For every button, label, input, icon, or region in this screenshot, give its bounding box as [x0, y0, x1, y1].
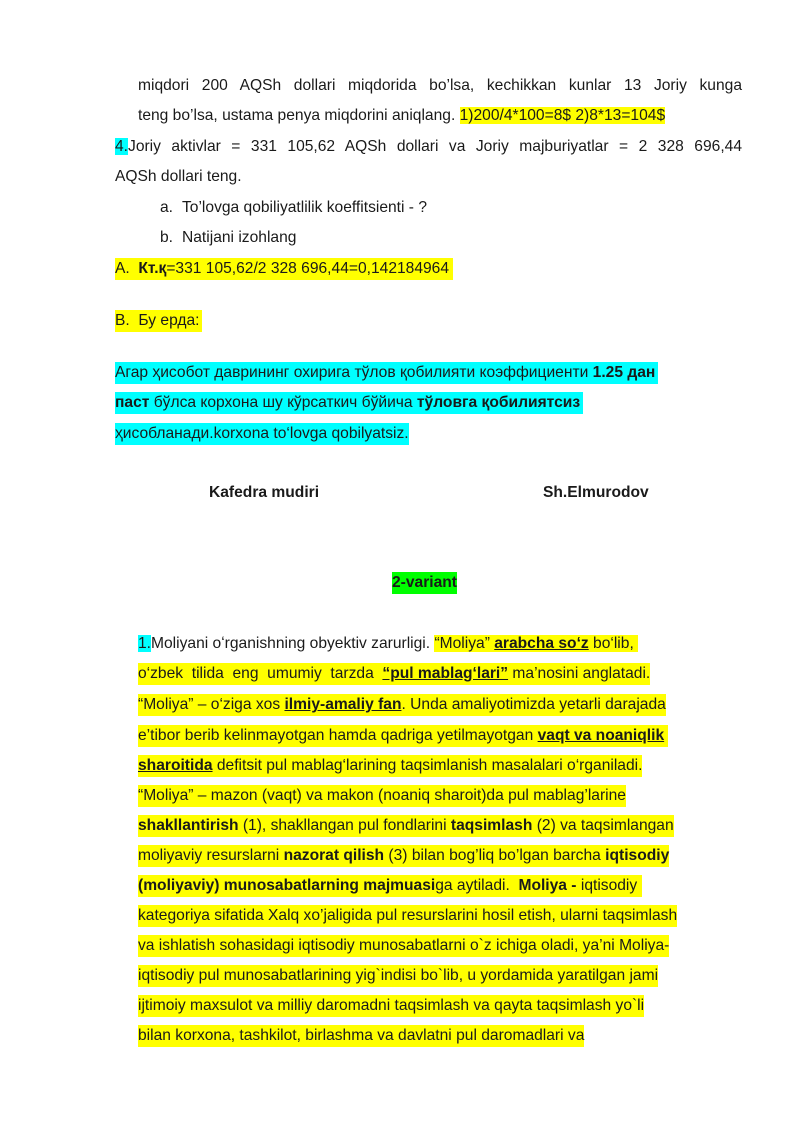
explanation-line2: [115, 392, 583, 414]
q1-l9-d: iqtisodiy: [576, 877, 638, 894]
explanation-line1: [115, 362, 658, 384]
q1-l5-b: defitsit pul mablag‘larining taqsimlanish masalalari o‘rganiladi.: [212, 757, 643, 774]
expl-2a: паст: [115, 394, 150, 411]
q1-l12: iqtisodiy pul munosabatlarining yig`indisi bo`lib, u yordamida yaratilgan jami: [138, 967, 659, 984]
answer-b-text: Бу ерда:: [138, 312, 200, 329]
q1-line1: [138, 633, 638, 655]
sub-a-text: To’lovga qobiliyatlilik koeffitsienti - ?: [182, 199, 427, 216]
expl-1a: Агар ҳисобот даврининг охирига тўлов қобилияти коэффициенти: [115, 364, 593, 381]
answer-b: [115, 310, 202, 332]
variant-title: 2-variant: [392, 572, 457, 594]
expl-1b: 1.25 дан: [592, 364, 656, 381]
q1-l1-b: “Moliya”: [434, 635, 495, 652]
task3-line2-text: teng bo’lsa, ustama penya miqdorini aniqlang.: [138, 107, 460, 124]
q1-number: 1.: [138, 635, 152, 652]
task4-line1-text: Joriy aktivlar = 331 105,62 AQSh dollari va Joriy majburiyatlar = 2 328 696,44: [128, 138, 742, 155]
sub-b-text: Natijani izohlang: [182, 229, 297, 246]
sub-b-marker: b.: [160, 229, 174, 246]
task4-number: 4.: [115, 138, 129, 155]
q1-l7-c: taqsimlash: [450, 817, 533, 834]
expl-2c: тўловга қобилиятсиз: [416, 394, 581, 411]
expl-3: ҳисобланади.korxona to‘lovga qobilyatsiz.: [115, 425, 409, 442]
q1-title: Moliyani oʻrganishning obyektiv zarurligi.: [151, 635, 431, 652]
task4-sub-b: [160, 227, 173, 249]
task4-sub-a-text: [182, 197, 427, 219]
q1-line6: [138, 785, 626, 807]
answer-a: [115, 258, 453, 280]
task3-answer: 1)200/4*100=8$ 2)8*13=104$: [459, 107, 666, 124]
q1-line12: [138, 965, 658, 987]
q1-l7-b: (1), shakllangan pul fondlarini: [238, 817, 451, 834]
q1-l9-b: ga aytiladi.: [435, 877, 519, 894]
q1-l2-c: ma’nosini anglatadi.: [508, 665, 651, 682]
q1-l5-a: sharoitida: [138, 757, 213, 774]
q1-l13: ijtimoiy maxsulot va milliy daromadni taqsimlash va qayta taqsimlash yo`li: [138, 997, 645, 1014]
q1-line11: [138, 935, 669, 957]
sub-a-marker: a.: [160, 199, 174, 216]
q1-l4-a: e’tibor berib kelinmayotgan hamda qadriga yetilmayotgan: [138, 727, 538, 744]
task4-line2-text: AQSh dollari teng.: [115, 168, 242, 185]
q1-l8-c: (3) bilan bog’liq bo’lgan barcha: [384, 847, 606, 864]
q1-l8-a: moliyaviy resurslarni: [138, 847, 284, 864]
q1-line14: [138, 1025, 584, 1047]
q1-l7-a: shakllantirish: [138, 817, 239, 834]
task4-sub-a: [160, 197, 173, 219]
q1-line3: [138, 694, 666, 716]
q1-line8: [138, 845, 669, 867]
q1-l1-hl: [434, 635, 638, 652]
explanation-line3: [115, 423, 409, 445]
q1-l6: “Moliya” – mazon (vaqt) va makon (noaniq sharoit)da pul mablag’larine: [138, 787, 626, 804]
q1-l8-d: iqtisodiy: [605, 847, 670, 864]
task3-line2: [138, 105, 665, 127]
task3-line1: [138, 75, 742, 97]
q1-l14: bilan korxona, tashkilot, birlashma va davlatni pul daromadlari va: [138, 1027, 585, 1044]
q1-l10: kategoriya sifatida Xalq xo’jaligida pul resurslarini hosil etish, ularni taqsimlash: [138, 907, 678, 924]
q1-l9-c: Moliya -: [518, 877, 577, 894]
expl-2b: бўлса корхона шу кўрсаткич бўйича: [149, 394, 417, 411]
q1-line4: [138, 725, 668, 747]
q1-line7: [138, 815, 674, 837]
q1-l1-c: arabcha so‘z: [494, 635, 589, 652]
q1-line2: [138, 663, 650, 685]
q1-l1-d: bo‘lib,: [588, 635, 634, 652]
q1-l2-a: o‘zbek tilida eng umumiy tarzda: [138, 665, 383, 682]
q1-l9-a: (moliyaviy) munosabatlarning majmuasi: [138, 877, 436, 894]
q1-l7-d: (2) va taqsimlangan: [532, 817, 674, 834]
q1-line10: [138, 905, 677, 927]
task4-line2: [115, 166, 242, 188]
q1-l11: va ishlatish sohasidagi iqtisodiy munosabatlarni o`z ichiga oladi, ya’ni Moliya-: [138, 937, 670, 954]
q1-line9: [138, 875, 642, 897]
q1-l3-c: . Unda amaliyotimizda yetarli darajada: [401, 696, 666, 713]
task3-line1-text: miqdori 200 AQSh dollari miqdorida bo’lsa, kechikkan kunlar 13 Joriy kunga: [138, 77, 742, 94]
q1-line5: [138, 755, 642, 777]
q1-l3-a: “Moliya” – o‘ziga xos: [138, 696, 285, 713]
q1-l4-b: vaqt va noaniqlik: [537, 727, 665, 744]
answer-a-label: Кт.қ: [138, 260, 167, 277]
q1-l2-b: “pul mablag‘lari”: [382, 665, 509, 682]
q1-l8-b: nazorat qilish: [283, 847, 385, 864]
answer-a-marker: A.: [115, 260, 130, 277]
q1-line13: [138, 995, 644, 1017]
signature-title: Kafedra mudiri: [209, 484, 320, 501]
task4-line1: [115, 136, 742, 158]
answer-a-formula: =331 105,62/2 328 696,44=0,142184964: [166, 260, 450, 277]
signature-name: Sh.Elmurodov: [543, 484, 649, 501]
answer-b-marker: B.: [115, 312, 130, 329]
task4-sub-b-text: [182, 227, 296, 249]
q1-l3-b: ilmiy-amaliy fan: [284, 696, 402, 713]
